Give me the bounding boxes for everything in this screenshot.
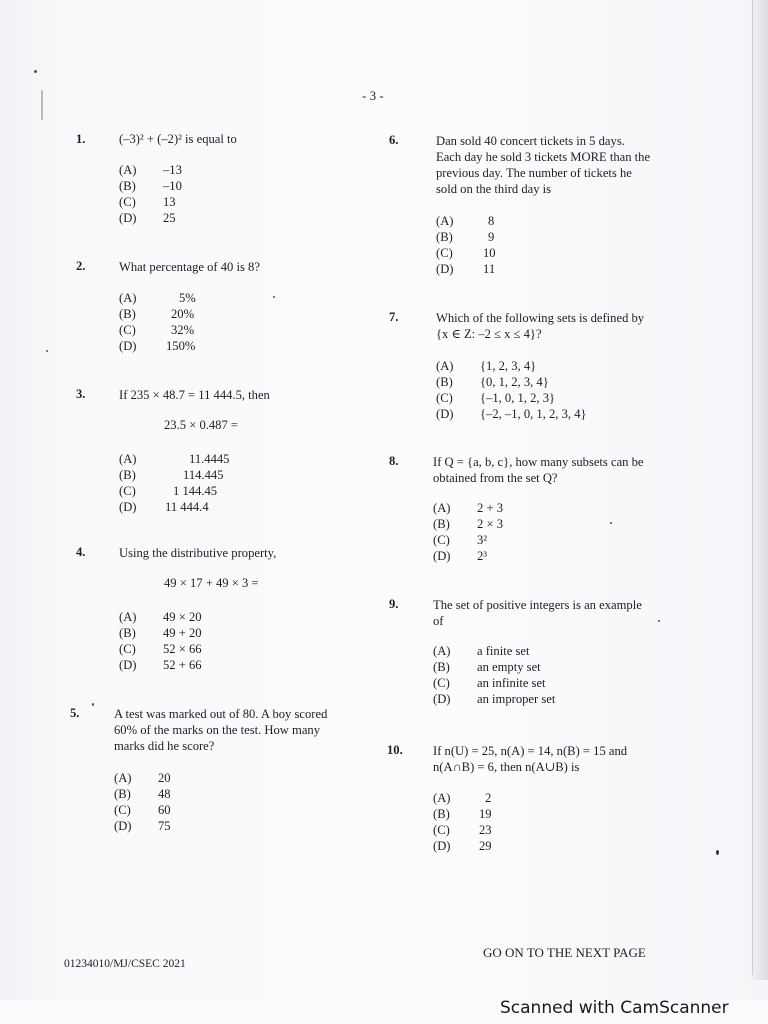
option-text: 150% (166, 339, 196, 353)
option-text: 9 (488, 230, 495, 244)
option-text: {0, 1, 2, 3, 4} (480, 375, 549, 389)
option-text: 3² (477, 533, 488, 547)
stem-line: Dan sold 40 concert tickets in 5 days. (436, 134, 625, 148)
stem-line: 60% of the marks on the test. How many (114, 723, 321, 737)
option-label: (D) (433, 839, 451, 853)
option-label: (C) (119, 195, 136, 209)
option-b (433, 516, 503, 532)
question-number: 10. (387, 743, 403, 757)
option-label: (D) (436, 262, 454, 276)
option-a (119, 162, 182, 178)
options-list (119, 609, 202, 673)
option-b (119, 178, 182, 194)
option-label: (C) (119, 642, 136, 656)
option-label: (A) (119, 452, 137, 466)
question-stem (436, 310, 644, 342)
option-label: (A) (119, 610, 137, 624)
stem-line: The set of positive integers is an example (433, 598, 642, 612)
question-stem (119, 131, 237, 147)
question-number: 4. (76, 545, 86, 559)
option-text: an improper set (477, 692, 556, 706)
options-list (119, 162, 182, 226)
option-label: (B) (436, 375, 453, 389)
option-text: –13 (163, 163, 182, 177)
option-text: 11 444.4 (165, 500, 209, 514)
option-label: (D) (433, 692, 451, 706)
options-list (119, 451, 229, 515)
option-text: {–2, –1, 0, 1, 2, 3, 4} (480, 407, 587, 421)
option-c (119, 322, 196, 338)
scan-speck (658, 620, 660, 622)
option-label: (A) (119, 163, 137, 177)
option-label: (C) (436, 391, 453, 405)
option-label: (A) (436, 214, 454, 228)
question-stem (433, 597, 642, 629)
stem-line: n(A∩B) = 6, then n(A∪B) is (433, 760, 580, 774)
option-b (433, 659, 555, 675)
question-stem (436, 133, 650, 197)
option-text: 20 (158, 771, 171, 785)
option-text: 25 (163, 211, 176, 225)
option-label: (A) (436, 359, 454, 373)
option-text: 13 (163, 195, 176, 209)
stem-line: If Q = {a, b, c}, how many subsets can be (433, 455, 644, 469)
question-stem (433, 454, 644, 486)
stem-line: Which of the following sets is defined by (436, 311, 645, 325)
page-edge-line (752, 0, 753, 975)
option-d (436, 406, 587, 422)
scan-speck (34, 70, 37, 73)
option-text: 75 (158, 819, 171, 833)
option-text: 49 + 20 (163, 626, 202, 640)
scan-speck (716, 850, 719, 855)
option-d (433, 691, 555, 707)
question-formula: 49 × 17 + 49 × 3 = (164, 576, 259, 590)
question-stem (119, 387, 270, 403)
next-page-notice: GO ON TO THE NEXT PAGE (483, 945, 646, 960)
option-text: 8 (488, 214, 495, 228)
option-c (119, 194, 182, 210)
option-label: (C) (114, 803, 131, 817)
question-number: 7. (389, 310, 399, 324)
option-a (119, 290, 196, 306)
option-text: 52 + 66 (163, 658, 202, 672)
option-c (433, 822, 492, 838)
paper-code: 01234010/MJ/CSEC 2021 (64, 958, 186, 970)
option-label: (B) (119, 468, 136, 482)
option-label: (C) (433, 823, 450, 837)
option-text: 32% (171, 323, 195, 337)
option-b (119, 467, 229, 483)
stem-line: marks did he score? (114, 739, 215, 753)
option-c (119, 641, 202, 657)
option-text: 52 × 66 (163, 642, 202, 656)
option-label: (B) (433, 660, 450, 674)
option-text: –10 (163, 179, 182, 193)
question-number: 9. (389, 597, 399, 611)
options-list (436, 213, 496, 277)
option-d (119, 338, 196, 354)
option-c (436, 245, 496, 261)
option-text: 2 + 3 (477, 501, 503, 515)
stem-line: If 235 × 48.7 = 11 444.5, then (119, 388, 270, 402)
option-label: (D) (119, 211, 137, 225)
stem-line: If n(U) = 25, n(A) = 14, n(B) = 15 and (433, 744, 628, 758)
option-label: (D) (114, 819, 132, 833)
option-text: 19 (479, 807, 492, 821)
option-text: 48 (158, 787, 171, 801)
question-formula: 23.5 × 0.487 = (164, 418, 239, 432)
option-label: (D) (119, 500, 137, 514)
option-label: (B) (436, 230, 453, 244)
page-number: - 3 - (362, 88, 384, 103)
option-label: (B) (114, 787, 131, 801)
option-a (433, 643, 555, 659)
option-a (436, 358, 587, 374)
option-label: (A) (114, 771, 132, 785)
options-list (119, 290, 196, 354)
options-list (433, 500, 503, 564)
question-stem (433, 743, 627, 775)
option-label: (C) (119, 323, 136, 337)
option-text: 49 × 20 (163, 610, 202, 624)
option-text: {1, 2, 3, 4} (480, 359, 537, 373)
option-c (436, 390, 587, 406)
option-d (119, 210, 182, 226)
option-text: 23 (479, 823, 492, 837)
stem-line: Each day he sold 3 tickets MORE than the (436, 150, 651, 164)
option-label: (C) (433, 676, 450, 690)
options-list (114, 770, 171, 834)
option-b (436, 374, 587, 390)
option-d (119, 499, 229, 515)
option-label: (C) (119, 484, 136, 498)
option-a (433, 790, 492, 806)
question-stem (119, 545, 276, 561)
option-label: (C) (436, 246, 453, 260)
option-b (436, 229, 496, 245)
stem-line: A test was marked out of 80. A boy scored (114, 707, 328, 721)
option-label: (A) (433, 501, 451, 515)
option-text: 11.4445 (189, 452, 230, 466)
stem-line: previous day. The number of tickets he (436, 166, 632, 180)
question-number: 8. (389, 454, 399, 468)
option-d (119, 657, 202, 673)
option-label: (C) (433, 533, 450, 547)
question-number: 5. (70, 706, 80, 720)
option-text: 1 144.45 (173, 484, 218, 498)
question-stem (114, 706, 327, 754)
option-d (433, 548, 503, 564)
stem-line: {x ∈ Z: –2 ≤ x ≤ 4}? (436, 327, 542, 341)
option-label: (B) (433, 517, 450, 531)
stem-line: of (433, 614, 444, 628)
option-text: 29 (479, 839, 492, 853)
scan-speck (610, 522, 612, 524)
stem-line: sold on the third day is (436, 182, 552, 196)
option-label: (B) (119, 179, 136, 193)
stem-line: (–3)² + (–2)² is equal to (119, 132, 237, 146)
question-number: 2. (76, 259, 86, 273)
option-text: 10 (483, 246, 496, 260)
options-list (433, 790, 492, 854)
question-number: 6. (389, 133, 399, 147)
option-label: (B) (119, 307, 136, 321)
option-text: 20% (171, 307, 195, 321)
option-a (119, 451, 229, 467)
option-text: an empty set (477, 660, 541, 674)
scan-speck (41, 90, 43, 120)
option-label: (A) (433, 644, 451, 658)
stem-line: obtained from the set Q? (433, 471, 558, 485)
option-label: (D) (119, 339, 137, 353)
option-text: 11 (483, 262, 496, 276)
option-a (114, 770, 171, 786)
options-list (433, 643, 555, 707)
option-b (119, 625, 202, 641)
option-label: (D) (436, 407, 454, 421)
option-d (433, 838, 492, 854)
option-a (433, 500, 503, 516)
option-text: an infinite set (477, 676, 546, 690)
question-number: 3. (76, 387, 86, 401)
option-c (433, 532, 503, 548)
option-d (436, 261, 496, 277)
option-b (433, 806, 492, 822)
option-c (119, 483, 229, 499)
scanner-watermark: Scanned with CamScanner (500, 998, 729, 1018)
option-text: 60 (158, 803, 171, 817)
option-text: 2³ (477, 549, 488, 563)
option-label: (B) (433, 807, 450, 821)
option-text: 2 (485, 791, 492, 805)
question-number: 1. (76, 132, 86, 146)
options-list (436, 358, 587, 422)
option-b (114, 786, 171, 802)
option-a (119, 609, 202, 625)
option-text: 5% (179, 291, 196, 305)
option-label: (A) (433, 791, 451, 805)
stem-line: What percentage of 40 is 8? (119, 260, 260, 274)
option-c (114, 802, 171, 818)
option-a (436, 213, 496, 229)
option-text: 114.445 (183, 468, 224, 482)
scan-speck (273, 296, 275, 298)
scan-speck (92, 703, 94, 706)
option-label: (A) (119, 291, 137, 305)
option-text: 2 × 3 (477, 517, 503, 531)
question-stem (119, 259, 260, 275)
option-text: {–1, 0, 1, 2, 3} (480, 391, 556, 405)
scan-speck (46, 350, 48, 352)
option-c (433, 675, 555, 691)
option-label: (D) (433, 549, 451, 563)
stem-line: Using the distributive property, (119, 546, 277, 560)
option-text: a finite set (477, 644, 530, 658)
option-b (119, 306, 196, 322)
option-label: (B) (119, 626, 136, 640)
option-label: (D) (119, 658, 137, 672)
option-d (114, 818, 171, 834)
